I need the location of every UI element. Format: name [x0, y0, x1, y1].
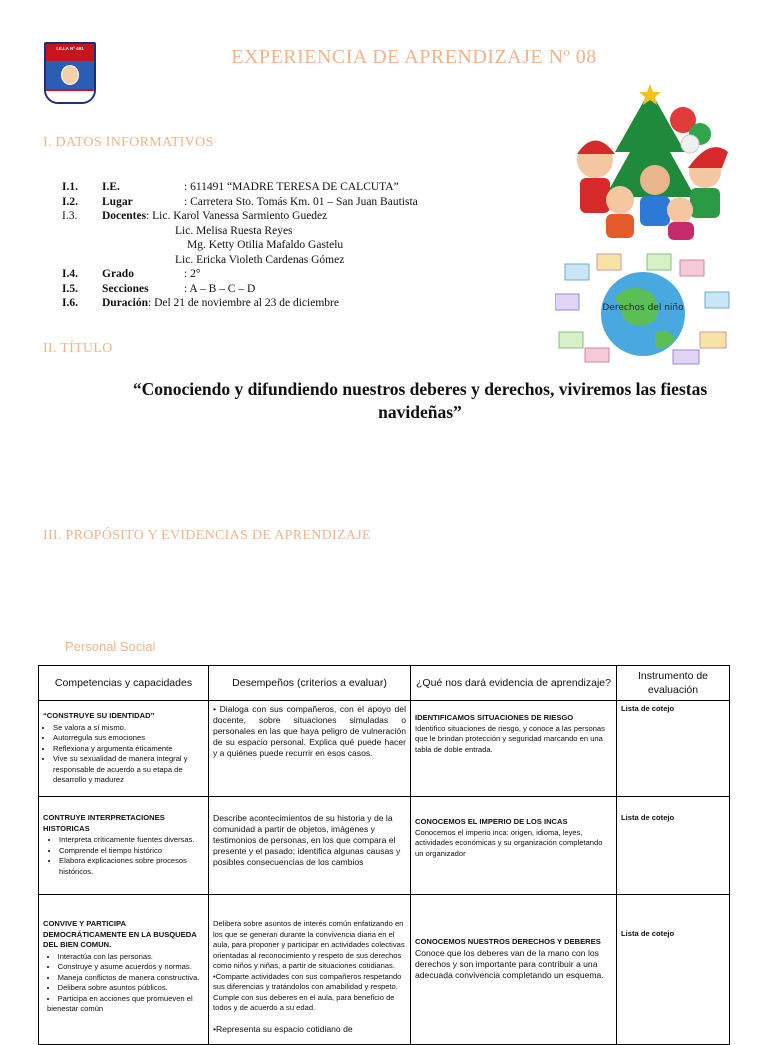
info-row: I.3. Docentes : Lic. Karol Vanessa Sarmiento Guedez: [62, 210, 328, 222]
logo-text: I.E.I.A Nº 491: [46, 44, 94, 61]
evidencia-cell: CONOCEMOS EL IMPERIO DE LOS INCAS Conocemos el imperio inca: origen, idioma, leyes, actividades económicas y su organización completando un organizador: [411, 797, 617, 895]
competencia-cell: CONTRUYE INTERPRETACIONES HISTORICAS • Interpreta críticamente fuentes diversas. • Comprende el tiempo histórico • Elabora explicaciones sobre procesos históricos.: [39, 797, 209, 895]
info-row: I.2. Lugar : Carretera Sto. Tomás Km. 01 – San Juan Bautista: [62, 195, 418, 208]
evidencia-cell: IDENTIFICAMOS SITUACIONES DE RIESGO Identifico situaciones de riesgo, y conoce a las personas que le brindan protección y seguridad marcando en una tabla de doble entrada.: [411, 701, 617, 797]
logo-base: [46, 89, 94, 103]
experience-title-quote: “Conociendo y difundiendo nuestros deberes y derechos, viviremos las fiestas navideñas”: [132, 379, 708, 422]
header-evidencia: ¿Qué nos dará evidencia de aprendizaje?: [411, 666, 617, 701]
table-row: [39, 797, 730, 895]
derechos-del-nino-illustration: [555, 252, 730, 367]
info-row: Mg. Ketty Otilia Mafaldo Gastelu: [187, 239, 344, 251]
competencia-cell: CONVIVE Y PARTICIPA DEMOCRÁTICAMENTE EN LA BUSQUEDA DEL BIEN COMUN. • Interactúa con las personas. • Construye y asume acuerdos y normas. • Maneja conflictos de manera constructiva. • Delibera sobre asuntos públicos. • Participa en acciones que promueven el bienestar común: [39, 895, 209, 1045]
info-row: I.5. Secciones : A – B – C – D: [62, 282, 256, 295]
desempeno-cell: • Dialoga con sus compañeros, con el apoyo del docente, sobre situaciones simuladas o personales en las que haya peligro de vulneración de su espacio personal. Explica qué puede hacer y a quiénes puede recurrir en esos casos.: [209, 701, 411, 797]
datos-informativos: [62, 180, 418, 311]
desempeno-cell: Describe acontecimientos de su historia y de la comunidad a partir de objetos, imágenes y testimonios de personas, en los que compara el presente y el pasado; identifica algunas causas y posibles consecuencias de los cambios: [209, 797, 411, 895]
header-instrumento: Instrumento de evaluación: [617, 666, 730, 701]
section-title-titulo: II. TÍTULO: [43, 341, 113, 356]
info-row: Lic. Melisa Ruesta Reyes: [175, 224, 293, 237]
instrumento-cell: Lista de cotejo: [617, 701, 730, 797]
section-title-datos: I. DATOS INFORMATIVOS: [43, 135, 214, 150]
info-row: I.6. Duración : Del 21 de noviembre al 23 de diciembre: [62, 297, 339, 309]
instrumento-cell: Lista de cotejo: [617, 797, 730, 895]
header-desempenos: Desempeños (criterios a evaluar): [209, 666, 411, 701]
competencia-cell: “CONSTRUYE SU IDENTIDAD” • Se valora a sí mismo. • Autorregula sus emociones • Reflexiona y argumenta éticamente • Vive su sexualidad de manera integral y responsable de acuerdo a su etapa de desarrollo y madurez: [39, 701, 209, 797]
table-row: [39, 895, 730, 1045]
page-title: EXPERIENCIA DE APRENDIZAJE Nº 08: [231, 46, 597, 68]
info-row: I.4. Grado : 2°: [62, 268, 201, 280]
globe-label: Derechos del niño: [602, 303, 684, 313]
christmas-kids-illustration: [560, 82, 740, 242]
instrumento-cell: Lista de cotejo: [617, 895, 730, 1045]
section-title-proposito: III. PROPÓSITO Y EVIDENCIAS DE APRENDIZAJE: [43, 528, 371, 543]
table-row: [39, 701, 730, 797]
evidencias-table: [38, 665, 730, 1045]
desempeno-cell: Delibera sobre asuntos de interés común enfatizando en los que se generan durante la convivencia diaria en el aula, para proponer y participar en actividades colectivas orientadas al reconocimiento y respeto de sus derechos como niños y niñas, a partir de situaciones cotidianas. •Comparte actividades con sus compañeros respetando sus diferencias y tratándolos con amabilidad y respeto. Cumple con sus deberes en el aula, para beneficio de todos y de acuerdo a su edad. •Representa su espacio cotidiano de: [209, 895, 411, 1045]
header-competencias: Competencias y capacidades: [39, 666, 209, 701]
table-header-row: [39, 666, 730, 701]
area-title: Personal Social: [65, 639, 156, 654]
evidencia-cell: CONOCEMOS NUESTROS DERECHOS Y DEBERES Conoce que los deberes van de la mano con los derechos y son importante para contribuir a una adecuada convivencia completando un esquema.: [411, 895, 617, 1045]
info-row: Lic. Ericka Violeth Cardenas Gómez: [175, 253, 345, 266]
info-row: I.1. I.E. : 611491 “MADRE TERESA DE CALCUTA”: [62, 181, 399, 193]
